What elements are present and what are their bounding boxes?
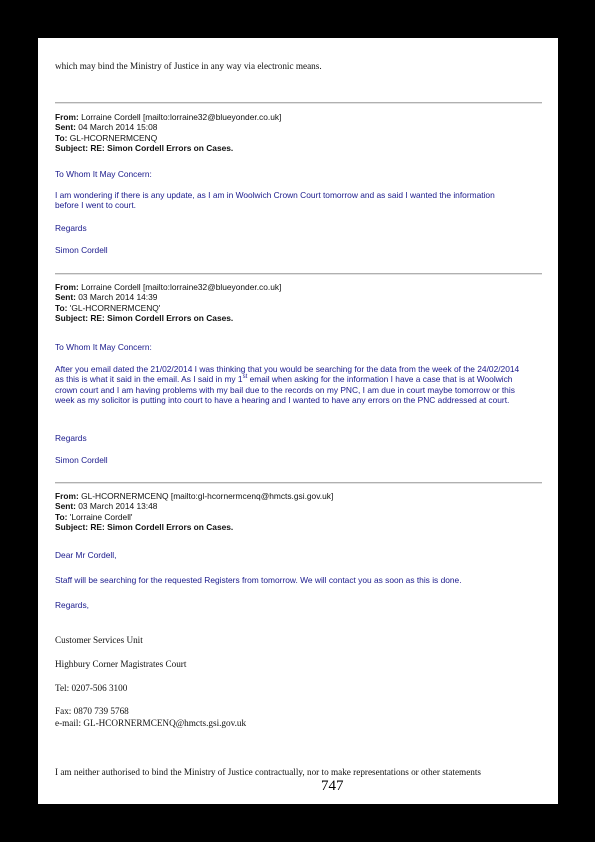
email-2-signature: Simon Cordell	[55, 455, 108, 465]
page-number: 747	[321, 778, 344, 794]
email-3-header	[55, 491, 333, 532]
email-1-to: To: GL-HCORNERMCENQ	[55, 132, 158, 143]
email-3-salutation: Dear Mr Cordell,	[55, 550, 117, 560]
separator-rule	[55, 273, 542, 275]
email-1-signature: Simon Cordell	[55, 245, 108, 255]
email-2-from: From: Lorraine Cordell [mailto:lorraine32@blueyonder.co.uk]	[55, 282, 282, 292]
email-3-sent: Sent: 03 March 2014 13:48	[55, 501, 158, 512]
email-1-body: I am wondering if there is any update, as I am in Woolwich Crown Court tomorrow and as said I wanted the information before I went to court.	[55, 190, 495, 211]
email-2-header	[55, 282, 281, 323]
email-1-header	[55, 112, 281, 153]
footer-fax: Fax: 0870 739 5768	[55, 706, 129, 716]
separator-rule	[55, 102, 542, 104]
email-2-subject: Subject: RE: Simon Cordell Errors on Cases.	[55, 312, 234, 323]
email-2-to: To: 'GL-HCORNERMCENQ'	[55, 302, 161, 313]
email-2-body: After you email dated the 21/02/2014 I was thinking that you would be searching for the data from the week of the 24/02/2014 as this is what it said in the email. As I said in my 1st email when asking for the information I have a case that is at Woolwich crown court and I am having problems with my bail due to the records on my PNC, I am due in court maybe tomorrow or this week as my solicitor is putting into court to have a hearing and I wanted to have any errors on the PNC addressed at court.	[55, 364, 520, 405]
email-3-closing: Regards,	[55, 600, 89, 610]
email-3-to: To: 'Lorraine Cordell'	[55, 511, 133, 522]
email-1-from: From: Lorraine Cordell [mailto:lorraine32@blueyonder.co.uk]	[55, 112, 282, 122]
footer-court: Highbury Corner Magistrates Court	[55, 659, 187, 669]
footer-email: e-mail: GL-HCORNERMCENQ@hmcts.gsi.gov.uk	[55, 718, 247, 728]
footer-disclaimer: I am neither authorised to bind the Ministry of Justice contractually, nor to make representations or other statements	[55, 767, 481, 777]
email-1-sent: Sent: 04 March 2014 15:08	[55, 122, 158, 133]
footer-tel: Tel: 0207-506 3100	[55, 683, 128, 693]
email-1-closing: Regards	[55, 223, 87, 233]
top-line: which may bind the Ministry of Justice in any way via electronic means.	[55, 61, 322, 71]
email-2-sent: Sent: 03 March 2014 14:39	[55, 292, 158, 303]
email-3-subject: Subject: RE: Simon Cordell Errors on Cases.	[55, 521, 234, 532]
separator-rule	[55, 482, 542, 484]
email-1-salutation: To Whom It May Concern:	[55, 169, 152, 179]
email-3-from: From: GL-HCORNERMCENQ [mailto:gl-hcornermcenq@hmcts.gsi.gov.uk]	[55, 491, 334, 501]
email-2-salutation: To Whom It May Concern:	[55, 342, 152, 352]
footer-unit: Customer Services Unit	[55, 635, 143, 645]
email-3-body: Staff will be searching for the requested Registers from tomorrow. We will contact you as soon as this is done.	[55, 575, 462, 585]
email-2-closing: Regards	[55, 433, 87, 443]
document-page	[38, 38, 558, 804]
email-1-subject: Subject: RE: Simon Cordell Errors on Cases.	[55, 142, 234, 153]
